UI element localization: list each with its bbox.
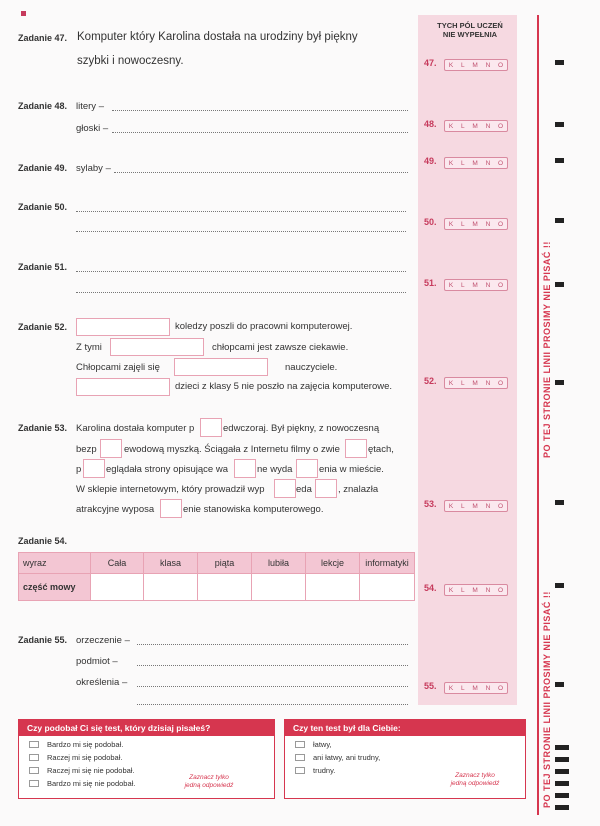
option-label: Bardzo mi się nie podobał. [47,779,136,788]
column-title-2: NIE WYPEŁNIA [442,30,498,39]
checkbox[interactable] [295,741,305,748]
scoring-box-48[interactable]: K L M N O [444,120,508,132]
survey-1-title: Czy podobał Ci się test, który dzisiaj pisałeś? [19,720,274,736]
column-title-1: TYCH PÓL UCZEŃ [437,21,503,30]
survey-difficulty [284,719,526,799]
table-head-part-of-speech: część mowy [19,574,91,601]
task-53-line1a: Karolina dostała komputer p [76,423,195,434]
survey-1-option[interactable] [29,740,264,749]
task-48-number: 48. [424,119,437,129]
table-word: lekcje [306,553,360,574]
table-word: klasa [144,553,198,574]
margin-mark [555,745,569,750]
note-line: jedną odpowiedź [450,780,500,787]
task-48-row2: głoski – [76,123,109,134]
survey-2-option[interactable] [295,740,515,749]
letter-box-53-9[interactable] [160,499,182,518]
task-50-number: 50. [424,217,437,227]
margin-mark [555,769,569,774]
answer-line-55c[interactable] [137,686,408,687]
scoring-box-51[interactable]: K L M N O [444,279,508,291]
letter-box-53-6[interactable] [296,459,318,478]
task-53-line2a: bezp [76,444,97,455]
margin-mark [555,500,564,505]
task-51-number: 51. [424,278,437,288]
survey-2-option[interactable] [295,753,515,762]
task-53-line3d: enia w mieście. [319,464,384,475]
answer-cell[interactable] [198,574,252,601]
answer-line-51a[interactable] [76,271,406,272]
note-line: Zaznacz tylko [189,774,229,781]
task-54-number: 54. [424,583,437,593]
margin-mark [555,158,564,163]
answer-line-50a[interactable] [76,211,406,212]
margin-mark [555,781,569,786]
answer-cell[interactable] [252,574,306,601]
option-label: ani łatwy, ani trudny, [313,753,381,762]
letter-box-53-4[interactable] [83,459,105,478]
checkbox[interactable] [29,767,39,774]
letter-box-53-2[interactable] [100,439,122,458]
answer-line-55d[interactable] [137,704,408,705]
letter-box-53-5[interactable] [234,459,256,478]
task-53-line3a: p [76,464,82,475]
letter-box-53-7[interactable] [274,479,296,498]
margin-mark [555,122,564,127]
answer-line-48b[interactable] [112,132,408,133]
task-47-line2: szybki i nowoczesny. [77,55,184,67]
task-53-line3b: eglądała strony opisujące wa [106,464,228,475]
answer-line-51b[interactable] [76,292,406,293]
letter-box-53-1[interactable] [200,418,222,437]
task-52-sentence3b: nauczyciele. [285,362,338,373]
task-55-row1: orzeczenie – [76,635,130,646]
answer-box-52a[interactable] [76,318,170,336]
task-53-line1b: edwczoraj. Był piękny, z nowoczesną [223,423,380,434]
survey-1-option[interactable] [29,753,264,762]
task-48-label: Zadanie 48. [18,101,68,111]
survey-2-note [435,772,515,788]
task-53-line5b: enie stanowiska komputerowego. [183,504,324,515]
checkbox[interactable] [29,780,39,787]
margin-mark [555,380,564,385]
margin-mark [555,793,569,798]
option-label: Raczej mi się nie podobał. [47,766,135,775]
note-line: jedną odpowiedź [184,782,234,789]
task-53-label: Zadanie 53. [18,423,68,433]
survey-liked-test [18,719,275,799]
task-53-line4b: eda [296,484,312,495]
answer-box-52d[interactable] [76,378,170,396]
task-48-row1: litery – [76,101,104,112]
task-51-label: Zadanie 51. [18,262,68,272]
answer-cell[interactable] [91,574,144,601]
scoring-box-47[interactable]: K L M N O [444,59,508,71]
margin-mark [555,60,564,65]
task-53-line5a: atrakcyjne wyposa [76,504,155,515]
margin-mark [555,757,569,762]
checkbox[interactable] [29,741,39,748]
scoring-box-49[interactable]: K L M N O [444,157,508,169]
task-49-number: 49. [424,156,437,166]
task-52-sentence1: koledzy poszli do pracowni komputerowej. [175,321,353,332]
answer-cell[interactable] [306,574,360,601]
task-49-row1: sylaby – [76,163,111,174]
table-head-word: wyraz [19,553,91,574]
side-warning-bottom: PO TEJ STRONIE LINII PROSIMY NIE PISAĆ !! [542,591,552,808]
answer-line-55b[interactable] [137,665,408,666]
answer-line-49[interactable] [114,172,408,173]
task-52-sentence4: dzieci z klasy 5 nie poszło na zajęcia komputerowe. [175,381,393,392]
answer-box-52b[interactable] [110,338,204,356]
answer-line-48a[interactable] [112,110,408,111]
task-53-line2c: ętach, [368,444,394,455]
scoring-column-title [430,21,510,39]
task-47-number: 47. [424,58,437,68]
scoring-box-53[interactable]: K L M N O [444,500,508,512]
letter-box-53-3[interactable] [345,439,367,458]
task-52-sentence3a: Chłopcami zajęli się [76,362,160,373]
task-47-label: Zadanie 47. [18,33,68,43]
scoring-box-52[interactable]: K L M N O [444,377,508,389]
task-52-number: 52. [424,376,437,386]
task-52-label: Zadanie 52. [18,322,68,332]
option-label: łatwy, [313,740,332,749]
task-53-line2b: ewodową myszką. Ściągała z Internetu filmy o zwie [124,444,340,455]
answer-box-52c[interactable] [174,358,268,376]
task-53-number: 53. [424,499,437,509]
survey-1-note [169,774,249,790]
margin-mark [555,682,564,687]
option-label: Raczej mi się podobał. [47,753,123,762]
answer-line-50b[interactable] [76,231,406,232]
note-line: Zaznacz tylko [455,772,495,779]
task-52-sentence2a: Z tymi [76,342,102,353]
task-55-row3: określenia – [76,677,128,688]
table-row [19,574,415,601]
margin-mark [555,805,569,810]
letter-box-53-8[interactable] [315,479,337,498]
survey-2-title: Czy ten test był dla Ciebie: [285,720,525,736]
checkbox[interactable] [295,754,305,761]
task-53-line4a: W sklepie internetowym, który prowadził wyp [76,484,265,495]
option-label: Bardzo mi się podobał. [47,740,124,749]
option-label: trudny. [313,766,336,775]
scoring-box-50[interactable]: K L M N O [444,218,508,230]
table-row [19,553,415,574]
task-53-line3c: ne wyda [257,464,293,475]
task-55-number: 55. [424,681,437,691]
margin-mark [555,218,564,223]
table-word: informatyki [360,553,415,574]
task-49-label: Zadanie 49. [18,163,68,173]
margin-mark [555,282,564,287]
checkbox[interactable] [29,754,39,761]
parts-of-speech-table [18,552,415,601]
task-47-line1: Komputer który Karolina dostała na urodziny był piękny [77,31,358,43]
task-53-line4c: , znalazła [338,484,379,495]
scoring-box-55[interactable]: K L M N O [444,682,508,694]
task-50-label: Zadanie 50. [18,202,68,212]
no-write-line [537,15,539,815]
task-55-row2: podmiot – [76,656,118,667]
answer-line-55a[interactable] [137,644,408,645]
answer-cell[interactable] [360,574,415,601]
checkbox[interactable] [295,767,305,774]
task-52-sentence2b: chłopcami jest zawsze ciekawie. [212,342,349,353]
table-word: piąta [198,553,252,574]
side-warning-top: PO TEJ STRONIE LINII PROSIMY NIE PISAĆ !! [542,241,552,458]
margin-mark [555,583,564,588]
corner-mark [21,11,26,16]
scoring-box-54[interactable]: K L M N O [444,584,508,596]
task-54-label: Zadanie 54. [18,536,68,546]
task-55-label: Zadanie 55. [18,635,68,645]
table-word: lubiła [252,553,306,574]
answer-cell[interactable] [144,574,198,601]
table-word: Cała [91,553,144,574]
